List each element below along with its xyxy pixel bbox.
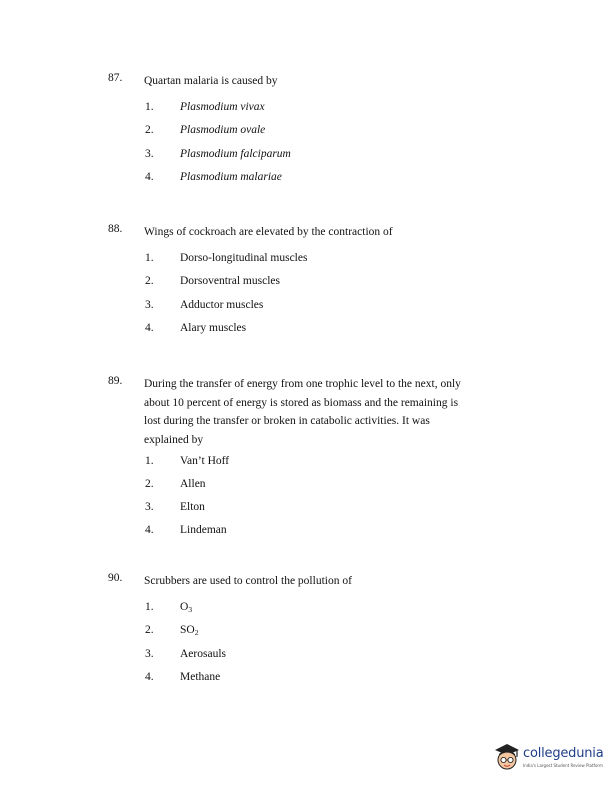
option-number: 2. [145, 478, 154, 490]
option-number: 2. [145, 624, 154, 636]
option-89-3 [0, 501, 612, 517]
option-text: Plasmodium vivax [180, 101, 265, 113]
option-number: 2. [145, 124, 154, 136]
question-text-line: explained by [144, 433, 204, 446]
option-number: 4. [145, 322, 154, 334]
option-number: 2. [145, 275, 154, 287]
option-text: Adductor muscles [180, 299, 264, 311]
option-text: Aerosauls [180, 648, 226, 660]
formula-subscript: 3 [188, 605, 193, 614]
formula-base: SO [180, 624, 195, 636]
option-text [180, 624, 198, 636]
option-89-4 [0, 524, 612, 540]
question-text: Scrubbers are used to control the pollution of [144, 575, 352, 587]
option-number: 4. [145, 524, 154, 536]
logo-tagline: India's Largest Student Review Platform [523, 763, 603, 768]
option-text: Elton [180, 501, 205, 513]
question-text-line: about 10 percent of energy is stored as biomass and the remaining is [144, 396, 459, 409]
option-text: Lindeman [180, 524, 227, 536]
option-88-3 [0, 299, 612, 315]
question-number: 90. [108, 572, 123, 584]
option-87-4 [0, 171, 612, 187]
option-89-2 [0, 478, 612, 494]
option-text: Allen [180, 478, 206, 490]
option-number: 3. [145, 648, 154, 660]
question-text: Quartan malaria is caused by [144, 75, 278, 87]
option-88-1 [0, 252, 612, 268]
option-number: 1. [145, 252, 154, 264]
option-text: Dorso-longitudinal muscles [180, 252, 308, 264]
question-text: Wings of cockroach are elevated by the contraction of [144, 226, 393, 238]
option-89-1 [0, 455, 612, 471]
option-number: 1. [145, 601, 154, 613]
option-87-2 [0, 124, 612, 140]
question-number: 89. [108, 375, 123, 387]
option-text: Plasmodium ovale [180, 124, 266, 136]
option-text: Methane [180, 671, 221, 683]
option-text: Plasmodium falciparum [180, 148, 291, 160]
option-87-1 [0, 101, 612, 117]
option-text: Dorsoventral muscles [180, 275, 280, 287]
option-number: 4. [145, 671, 154, 683]
question-text-line: lost during the transfer or broken in catabolic activities. It was [144, 415, 430, 428]
option-90-4 [0, 671, 612, 687]
collegedunia-logo [493, 740, 608, 776]
option-90-1 [0, 601, 612, 617]
option-text: Alary muscles [180, 322, 247, 334]
logo-wordmark: collegedunia [523, 746, 604, 761]
formula-subscript: 2 [194, 628, 199, 637]
option-number: 3. [145, 299, 154, 311]
option-number: 1. [145, 455, 154, 467]
option-number: 1. [145, 101, 154, 113]
option-text [180, 601, 192, 613]
option-90-2 [0, 624, 612, 640]
question-number: 87. [108, 72, 123, 84]
question-text [144, 375, 509, 449]
option-87-3 [0, 148, 612, 164]
option-number: 3. [145, 501, 154, 513]
option-text: Plasmodium malariae [180, 171, 282, 183]
option-number: 3. [145, 148, 154, 160]
option-88-4 [0, 322, 612, 338]
question-text-line: During the transfer of energy from one trophic level to the next, only [144, 378, 461, 390]
student-mascot-icon [493, 742, 521, 772]
option-88-2 [0, 275, 612, 291]
option-number: 4. [145, 171, 154, 183]
question-number: 88. [108, 223, 123, 235]
option-text: Van’t Hoff [180, 455, 230, 467]
option-90-3 [0, 648, 612, 664]
formula-base: O [180, 601, 189, 613]
